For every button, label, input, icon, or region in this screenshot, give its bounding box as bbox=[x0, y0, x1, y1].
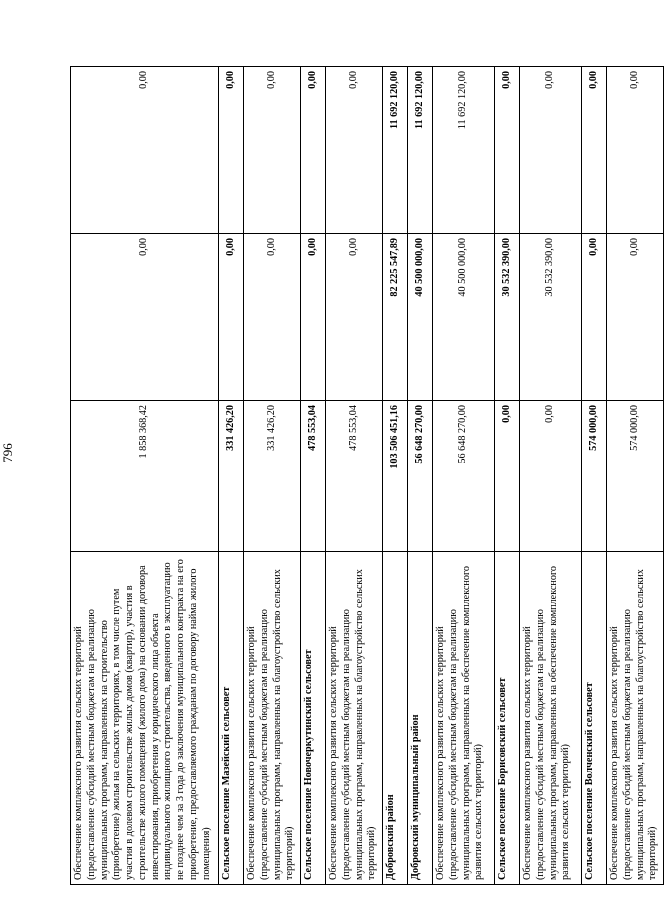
row-value-2: 0,00 bbox=[607, 234, 664, 401]
row-value-1: 56 648 270,00 bbox=[408, 401, 433, 552]
table-row bbox=[607, 67, 664, 885]
table-row bbox=[582, 67, 607, 885]
rotated-table-container bbox=[70, 67, 659, 885]
row-value-2: 30 532 390,00 bbox=[520, 234, 582, 401]
table-row bbox=[326, 67, 383, 885]
row-value-2: 0,00 bbox=[244, 234, 301, 401]
row-label: Сельское поселение Борисовский сельсовет bbox=[495, 552, 520, 885]
row-value-3: 0,00 bbox=[301, 67, 326, 234]
row-value-2: 0,00 bbox=[71, 234, 219, 401]
row-value-3: 0,00 bbox=[244, 67, 301, 234]
row-value-1: 56 648 270,00 bbox=[433, 401, 495, 552]
row-value-2: 0,00 bbox=[219, 234, 244, 401]
row-label: Обеспечение комплексного развития сельских территорий (предоставление субсидий местным бюджетам на реализацию муниципальных программ, направленных на благоустройство сельских территорий) bbox=[607, 552, 664, 885]
row-value-2: 0,00 bbox=[301, 234, 326, 401]
row-value-2: 82 225 547,89 bbox=[383, 234, 408, 401]
row-label: Сельское поселение Новочеркутинский сельсовет bbox=[301, 552, 326, 885]
row-value-2: 40 500 000,00 bbox=[408, 234, 433, 401]
row-value-1: 478 553,04 bbox=[301, 401, 326, 552]
table-row bbox=[219, 67, 244, 885]
row-label: Обеспечение комплексного развития сельских территорий (предоставление субсидий местным бюджетам на реализацию муниципальных программ, направленных на обеспечение комплексного развития сельских территорий) bbox=[520, 552, 582, 885]
row-value-2: 40 500 000,00 bbox=[433, 234, 495, 401]
row-value-3: 0,00 bbox=[520, 67, 582, 234]
table-row bbox=[383, 67, 408, 885]
row-value-3: 11 692 120,00 bbox=[433, 67, 495, 234]
page-number-wrap bbox=[0, 445, 16, 461]
row-label: Обеспечение комплексного развития сельских территорий (предоставление субсидий местным бюджетам на реализацию муниципальных программ, направленных на благоустройство сельских территорий) bbox=[244, 552, 301, 885]
row-value-1: 0,00 bbox=[495, 401, 520, 552]
table-row bbox=[244, 67, 301, 885]
table-row bbox=[408, 67, 433, 885]
table-wrapper bbox=[70, 67, 659, 885]
row-label: Добровский муниципальный район bbox=[408, 552, 433, 885]
row-value-1: 103 506 451,16 bbox=[383, 401, 408, 552]
table-row bbox=[301, 67, 326, 885]
row-value-1: 331 426,20 bbox=[219, 401, 244, 552]
table-row bbox=[520, 67, 582, 885]
row-label: Сельское поселение Волченский сельсовет bbox=[582, 552, 607, 885]
row-value-1: 478 553,04 bbox=[326, 401, 383, 552]
row-value-1: 574 000,00 bbox=[607, 401, 664, 552]
table-row bbox=[495, 67, 520, 885]
row-value-3: 0,00 bbox=[326, 67, 383, 234]
page-number: 796 bbox=[0, 443, 15, 463]
row-value-3: 11 692 120,00 bbox=[383, 67, 408, 234]
row-value-3: 0,00 bbox=[71, 67, 219, 234]
row-label: Сельское поселение Мазейский сельсовет bbox=[219, 552, 244, 885]
row-value-3: 0,00 bbox=[495, 67, 520, 234]
row-value-1: 0,00 bbox=[520, 401, 582, 552]
row-label: Обеспечение комплексного развития сельских территорий (предоставление субсидий местным бюджетам на реализацию муниципальных программ, направленных на благоустройство сельских территорий) bbox=[326, 552, 383, 885]
row-value-3: 0,00 bbox=[219, 67, 244, 234]
row-value-3: 0,00 bbox=[607, 67, 664, 234]
row-value-1: 331 426,20 bbox=[244, 401, 301, 552]
budget-table bbox=[70, 66, 664, 885]
row-value-2: 0,00 bbox=[326, 234, 383, 401]
row-value-3: 0,00 bbox=[582, 67, 607, 234]
row-value-1: 574 000,00 bbox=[582, 401, 607, 552]
row-value-2: 0,00 bbox=[582, 234, 607, 401]
row-label: Обеспечение комплексного развития сельских территорий (предоставление субсидий местным бюджетам на реализацию муниципальных программ, направленных на строительство (приобретение) жилья на сельских территориях, в том числе путем участия в долевом строительстве жилых домов (квартир), участия в строительстве жилого помещения (жилого дома) на основании договора инвестирования, приобретения у юридического лица объекта индивидуального жилищного строительства, введенного в эксплуатацию не позднее чем за 3 года до заключения муниципального контракта на его приобретение, предоставляемого гражданам по договору найма жилого помещения) bbox=[71, 552, 219, 885]
row-value-3: 11 692 120,00 bbox=[408, 67, 433, 234]
row-label: Обеспечение комплексного развития сельских территорий (предоставление субсидий местным бюджетам на реализацию муниципальных программ, направленных на обеспечение комплексного развития сельских территорий) bbox=[433, 552, 495, 885]
table-row bbox=[433, 67, 495, 885]
row-value-1: 1 858 368,42 bbox=[71, 401, 219, 552]
row-label: Добровский район bbox=[383, 552, 408, 885]
row-value-2: 30 532 390,00 bbox=[495, 234, 520, 401]
table-row bbox=[71, 67, 219, 885]
